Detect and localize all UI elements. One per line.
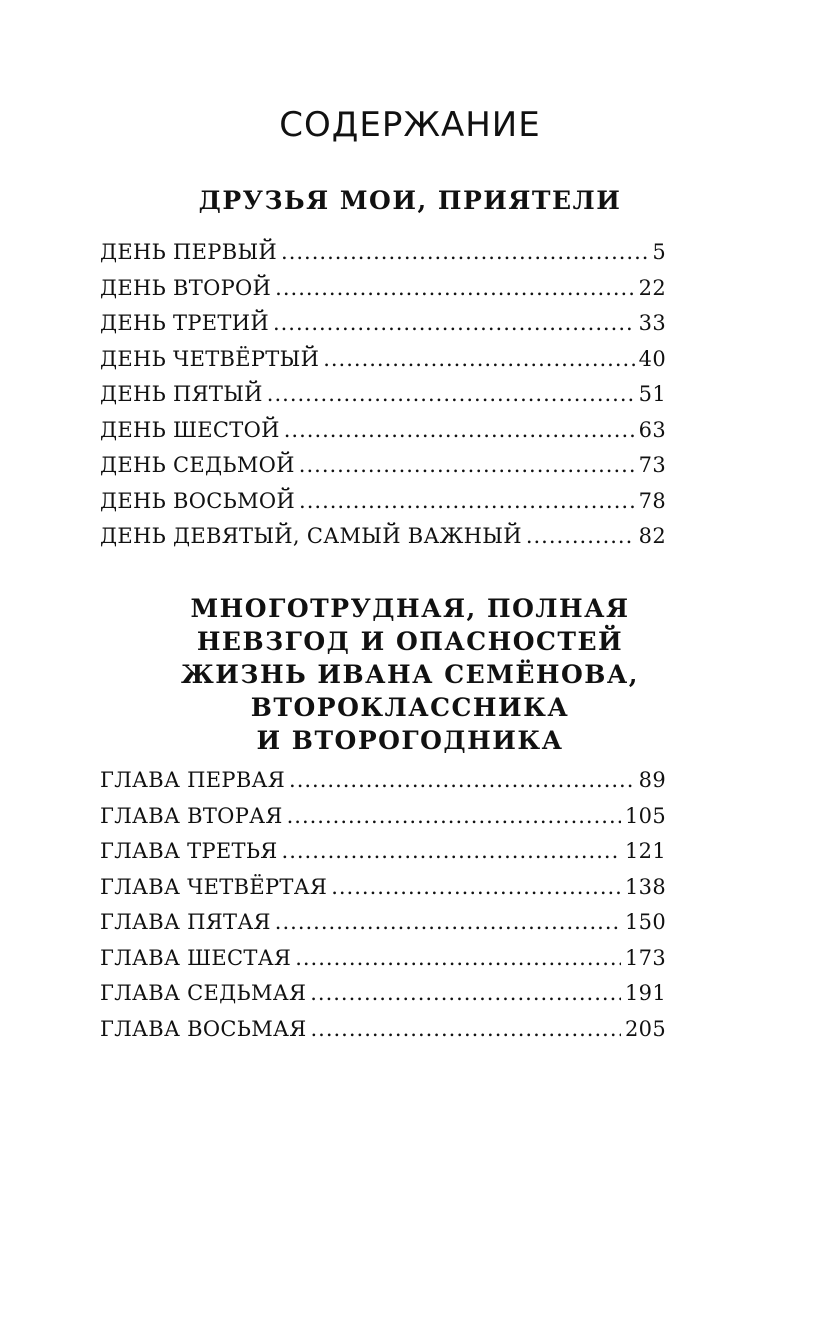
toc-entry-page: 121 xyxy=(625,839,666,863)
part2-heading-line: ВТОРОКЛАССНИКА xyxy=(250,693,570,722)
toc-entry-label: ДЕНЬ ЧЕТВЁРТЫЙ xyxy=(100,346,320,371)
dot-leader xyxy=(267,382,635,406)
toc-entry-page: 22 xyxy=(638,275,666,300)
toc-entry-label: ГЛАВА СЕДЬМАЯ xyxy=(100,981,307,1005)
toc-entry-page: 205 xyxy=(625,1016,666,1041)
toc-entry[interactable] xyxy=(100,347,666,383)
part2-heading-line: ЖИЗНЬ ИВАНА СЕМЁНОВА, xyxy=(181,660,639,689)
toc-entry[interactable] xyxy=(100,946,666,982)
part2-heading-line: И ВТОРОГОДНИКА xyxy=(256,726,564,755)
toc-entry[interactable] xyxy=(100,311,666,347)
toc-entry[interactable] xyxy=(100,910,666,946)
toc-entry-page: 105 xyxy=(625,803,666,828)
part1-heading xyxy=(0,184,820,217)
dot-leader xyxy=(299,489,635,513)
page-title: СОДЕРЖАНИЕ xyxy=(279,105,541,145)
dot-leader xyxy=(281,240,648,264)
toc-entry[interactable] xyxy=(100,276,666,312)
toc-entry-label: ДЕНЬ ВОСЬМОЙ xyxy=(100,488,296,513)
dot-leader xyxy=(310,981,621,1005)
toc-entry[interactable] xyxy=(100,768,666,804)
dot-leader xyxy=(275,910,621,934)
toc-entry-label: ДЕНЬ СЕДЬМОЙ xyxy=(100,453,295,477)
toc-entry[interactable] xyxy=(100,1017,666,1053)
part2-heading xyxy=(0,592,820,757)
toc-entry[interactable] xyxy=(100,804,666,840)
part1-toc xyxy=(100,240,666,560)
toc-entry-label: ДЕНЬ ШЕСТОЙ xyxy=(100,417,280,442)
toc-entry[interactable] xyxy=(100,382,666,418)
toc-entry-label: ГЛАВА ПЯТАЯ xyxy=(100,910,271,934)
dot-leader xyxy=(295,946,621,970)
toc-entry-page: 73 xyxy=(638,453,666,477)
dot-leader xyxy=(282,839,621,863)
dot-leader xyxy=(284,418,635,442)
toc-entry-page: 5 xyxy=(652,240,666,264)
toc-entry-page: 82 xyxy=(638,524,666,548)
toc-entry-page: 78 xyxy=(638,488,666,513)
dot-leader xyxy=(275,276,635,300)
toc-entry[interactable] xyxy=(100,489,666,525)
dot-leader xyxy=(289,768,635,792)
dot-leader xyxy=(299,453,635,477)
toc-entry[interactable] xyxy=(100,524,666,560)
part2-heading-line: МНОГОТРУДНАЯ, ПОЛНАЯ xyxy=(190,594,630,623)
dot-leader xyxy=(526,524,635,548)
toc-entry[interactable] xyxy=(100,453,666,489)
toc-entry-page: 173 xyxy=(625,945,666,970)
toc-entry-label: ДЕНЬ ДЕВЯТЫЙ, САМЫЙ ВАЖНЫЙ xyxy=(100,524,522,548)
toc-entry[interactable] xyxy=(100,839,666,875)
toc-entry-page: 150 xyxy=(625,910,666,934)
toc-entry-page: 191 xyxy=(625,981,666,1005)
toc-entry-page: 89 xyxy=(638,768,666,792)
dot-leader xyxy=(331,875,621,899)
toc-entry-label: ГЛАВА ВОСЬМАЯ xyxy=(100,1016,307,1041)
toc-entry-page: 138 xyxy=(625,874,666,899)
part2-toc xyxy=(100,768,666,1052)
toc-entry[interactable] xyxy=(100,240,666,276)
toc-entry-label: ГЛАВА ТРЕТЬЯ xyxy=(100,839,278,863)
toc-entry[interactable] xyxy=(100,981,666,1017)
toc-entry-page: 40 xyxy=(638,346,666,371)
toc-entry-page: 63 xyxy=(638,417,666,442)
toc-entry-page: 51 xyxy=(638,382,666,406)
part2-heading-line: НЕВЗГОД И ОПАСНОСТЕЙ xyxy=(196,627,624,656)
toc-entry[interactable] xyxy=(100,875,666,911)
toc-entry-label: ДЕНЬ ПЯТЫЙ xyxy=(100,382,263,406)
toc-entry-label: ГЛАВА ЧЕТВЁРТАЯ xyxy=(100,874,328,899)
toc-entry-label: ГЛАВА ВТОРАЯ xyxy=(100,803,283,828)
part1-heading-line: ДРУЗЬЯ МОИ, ПРИЯТЕЛИ xyxy=(198,186,622,215)
toc-entry-label: ДЕНЬ ТРЕТИЙ xyxy=(100,311,269,335)
toc-entry-label: ДЕНЬ ВТОРОЙ xyxy=(100,275,272,300)
dot-leader xyxy=(287,804,621,828)
dot-leader xyxy=(273,311,635,335)
dot-leader xyxy=(323,347,634,371)
dot-leader xyxy=(310,1017,621,1041)
toc-entry-page: 33 xyxy=(638,311,666,335)
toc-entry-label: ГЛАВА ПЕРВАЯ xyxy=(100,768,286,792)
toc-entry-label: ДЕНЬ ПЕРВЫЙ xyxy=(100,240,278,264)
toc-entry-label: ГЛАВА ШЕСТАЯ xyxy=(100,945,292,970)
toc-entry[interactable] xyxy=(100,418,666,454)
